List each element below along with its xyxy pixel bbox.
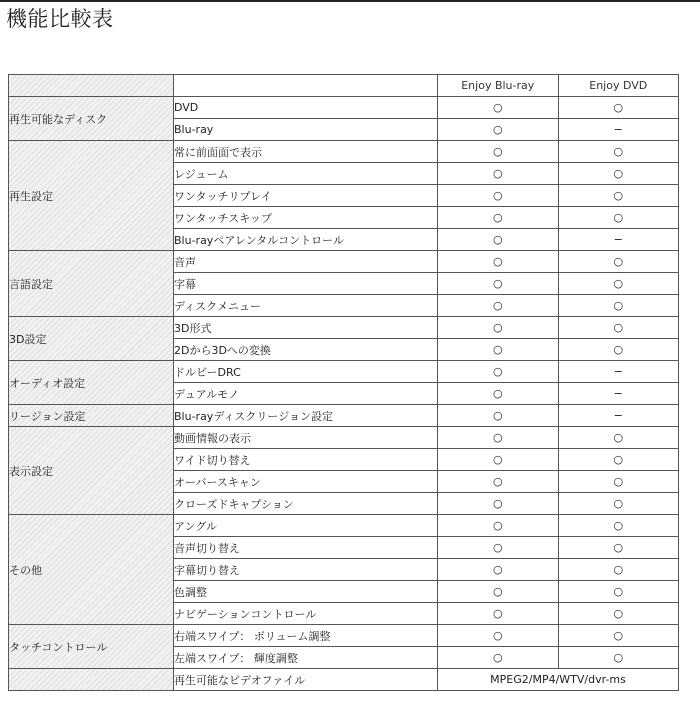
enjoy-dvd-support-cell: − [558,361,679,383]
table-row [9,427,679,449]
category-cell: 再生設定 [9,141,174,251]
header-row [9,75,679,97]
enjoy-dvd-support-cell: ○ [558,603,679,625]
enjoy-bluray-support-cell: ○ [438,141,559,163]
enjoy-dvd-support-cell: ○ [558,471,679,493]
feature-cell: 3D形式 [174,317,438,339]
page-title: 機能比較表 [6,7,114,31]
enjoy-dvd-support-cell: ○ [558,493,679,515]
enjoy-dvd-support-cell: ○ [558,515,679,537]
enjoy-bluray-support-cell: ○ [438,647,559,669]
table-row [9,361,679,383]
enjoy-bluray-support-cell: ○ [438,229,559,251]
feature-cell: DVD [174,97,438,119]
category-cell: リージョン設定 [9,405,174,427]
feature-cell: ドルビーDRC [174,361,438,383]
enjoy-dvd-support-cell: − [558,405,679,427]
feature-cell: 2Dから3Dへの変換 [174,339,438,361]
table-row [9,251,679,273]
enjoy-bluray-support-cell: ○ [438,559,559,581]
enjoy-dvd-support-cell: − [558,229,679,251]
enjoy-dvd-support-cell: ○ [558,141,679,163]
enjoy-dvd-support-cell: ○ [558,185,679,207]
feature-comparison-table [8,74,679,691]
feature-cell: レジューム [174,163,438,185]
enjoy-bluray-support-cell: ○ [438,493,559,515]
enjoy-dvd-support-cell: ○ [558,97,679,119]
enjoy-dvd-support-cell: ○ [558,273,679,295]
feature-cell: 色調整 [174,581,438,603]
enjoy-bluray-support-cell: ○ [438,603,559,625]
enjoy-bluray-support-cell: ○ [438,273,559,295]
enjoy-dvd-support-cell: ○ [558,449,679,471]
enjoy-dvd-support-cell: ○ [558,251,679,273]
column-header-enjoy-dvd: Enjoy DVD [558,75,679,97]
enjoy-dvd-support-cell: − [558,383,679,405]
category-cell: 3D設定 [9,317,174,361]
enjoy-dvd-support-cell: ○ [558,317,679,339]
enjoy-bluray-support-cell: ○ [438,427,559,449]
category-cell: 再生可能なディスク [9,97,174,141]
header-corner-cell [9,75,174,97]
category-cell: オーディオ設定 [9,361,174,405]
feature-cell: 右端スワイプ： ボリューム調整 [174,625,438,647]
enjoy-bluray-support-cell: ○ [438,449,559,471]
enjoy-bluray-support-cell: ○ [438,251,559,273]
feature-cell: 常に前面面で表示 [174,141,438,163]
enjoy-dvd-support-cell: ○ [558,581,679,603]
enjoy-bluray-support-cell: ○ [438,185,559,207]
enjoy-dvd-support-cell: ○ [558,559,679,581]
category-cell: 表示設定 [9,427,174,515]
enjoy-bluray-support-cell: ○ [438,119,559,141]
table-header [9,75,679,97]
table-row [9,317,679,339]
category-cell [9,669,174,691]
enjoy-dvd-support-cell: ○ [558,207,679,229]
feature-cell: Blu-ray [174,119,438,141]
enjoy-bluray-support-cell: ○ [438,97,559,119]
enjoy-bluray-support-cell: ○ [438,317,559,339]
feature-cell: 字幕切り替え [174,559,438,581]
header-feature-cell [174,75,438,97]
enjoy-dvd-support-cell: ○ [558,339,679,361]
feature-cell: デュアルモノ [174,383,438,405]
feature-cell: ディスクメニュー [174,295,438,317]
table-row [9,97,679,119]
feature-cell: 左端スワイプ： 輝度調整 [174,647,438,669]
enjoy-dvd-support-cell: ○ [558,427,679,449]
enjoy-dvd-support-cell: ○ [558,295,679,317]
enjoy-bluray-support-cell: ○ [438,625,559,647]
supported-formats-cell: MPEG2/MP4/WTV/dvr-ms [438,669,679,691]
enjoy-dvd-support-cell: ○ [558,625,679,647]
enjoy-dvd-support-cell: ○ [558,163,679,185]
table-row [9,141,679,163]
category-cell: タッチコントロール [9,625,174,669]
enjoy-dvd-support-cell: ○ [558,647,679,669]
top-rule [0,0,700,2]
table-row [9,669,679,691]
enjoy-bluray-support-cell: ○ [438,163,559,185]
feature-cell: 再生可能なビデオファイル [174,669,438,691]
feature-cell: ナビゲーションコントロール [174,603,438,625]
feature-cell: 動画情報の表示 [174,427,438,449]
enjoy-bluray-support-cell: ○ [438,295,559,317]
enjoy-bluray-support-cell: ○ [438,383,559,405]
enjoy-bluray-support-cell: ○ [438,207,559,229]
feature-cell: ワンタッチスキップ [174,207,438,229]
column-header-enjoy-bluray: Enjoy Blu-ray [438,75,559,97]
enjoy-bluray-support-cell: ○ [438,339,559,361]
category-cell: その他 [9,515,174,625]
table-body [9,97,679,691]
feature-cell: アングル [174,515,438,537]
enjoy-bluray-support-cell: ○ [438,361,559,383]
feature-cell: ワイド切り替え [174,449,438,471]
feature-cell: 音声 [174,251,438,273]
enjoy-bluray-support-cell: ○ [438,581,559,603]
feature-cell: オーバースキャン [174,471,438,493]
table-row [9,625,679,647]
table-row [9,515,679,537]
enjoy-bluray-support-cell: ○ [438,471,559,493]
enjoy-dvd-support-cell: ○ [558,537,679,559]
feature-cell: Blu-rayペアレンタルコントロール [174,229,438,251]
enjoy-bluray-support-cell: ○ [438,515,559,537]
enjoy-bluray-support-cell: ○ [438,537,559,559]
enjoy-dvd-support-cell: − [558,119,679,141]
feature-cell: ワンタッチリプレイ [174,185,438,207]
feature-cell: 音声切り替え [174,537,438,559]
feature-cell: クローズドキャプション [174,493,438,515]
enjoy-bluray-support-cell: ○ [438,405,559,427]
feature-cell: 字幕 [174,273,438,295]
table-row [9,405,679,427]
feature-cell: Blu-rayディスクリージョン設定 [174,405,438,427]
category-cell: 言語設定 [9,251,174,317]
